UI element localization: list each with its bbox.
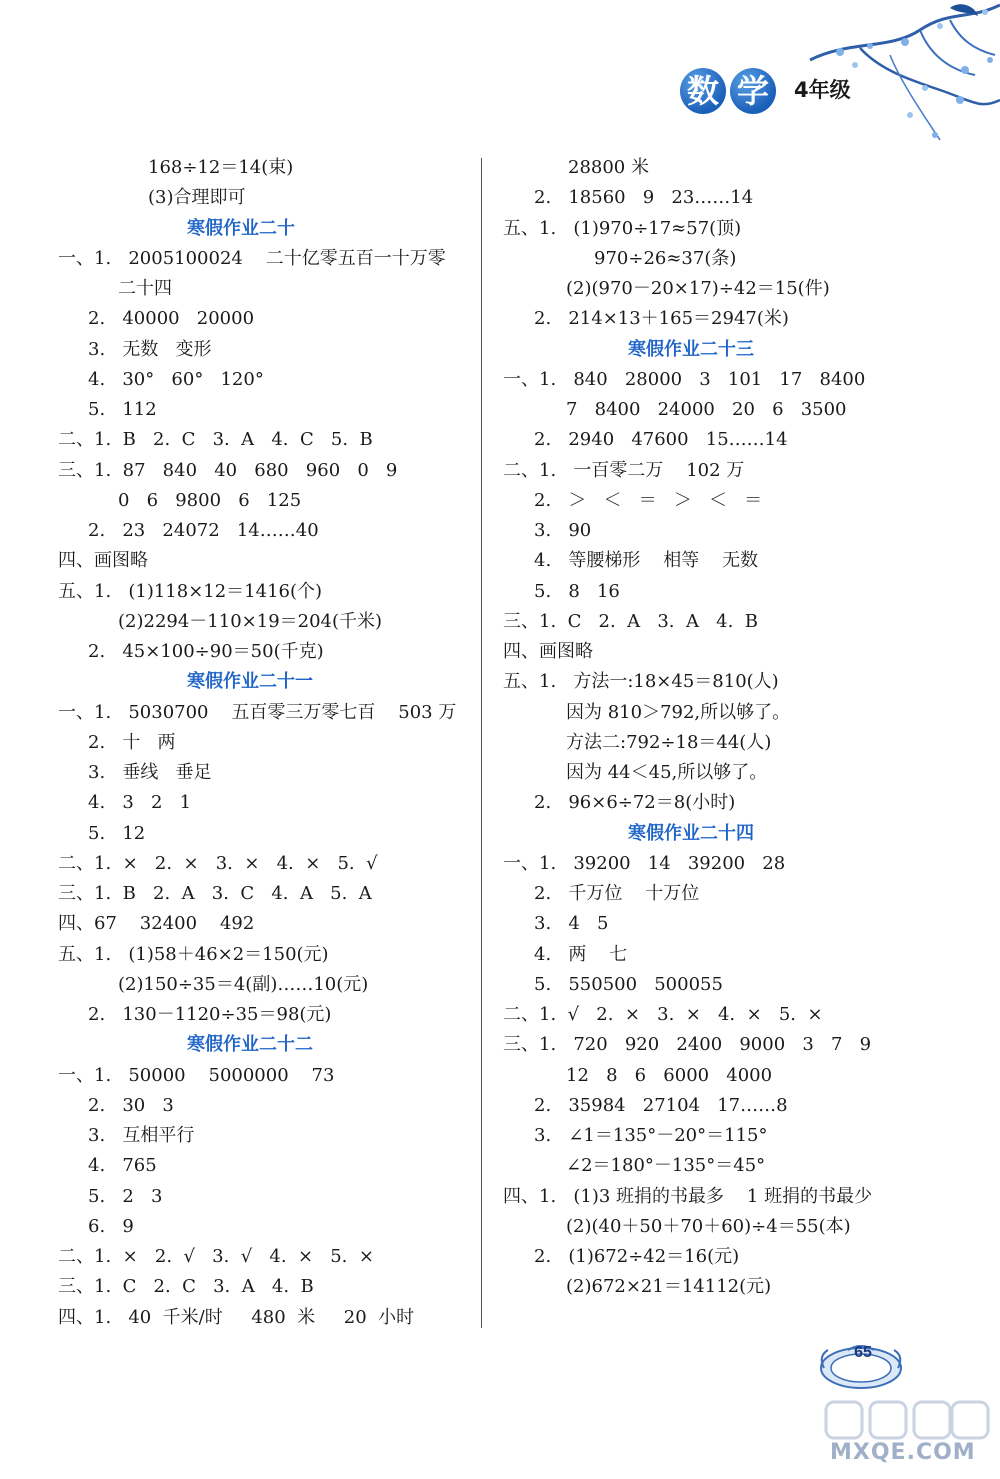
section-heading: 寒假作业二十三	[628, 338, 754, 360]
answer-line: (2)150÷35＝4(副)……10(元)	[118, 973, 369, 995]
answer-line: 3. 90	[534, 520, 592, 541]
answer-line: 4. 765	[88, 1155, 157, 1177]
subject-char-1: 数	[680, 68, 726, 114]
answer-line: 一、1. 50000 5000000 73	[58, 1064, 335, 1086]
answer-line: (2)672×21＝14112(元)	[566, 1276, 772, 1298]
answer-line: 四、画图略	[503, 641, 593, 662]
answer-line: 4. 3 2 1	[88, 792, 192, 814]
answer-line: 2. 96×6÷72＝8(小时)	[534, 792, 736, 814]
answer-line: 二、1. √ 2. × 3. × 4. × 5. ×	[503, 1004, 823, 1025]
answer-line: 5. 112	[88, 399, 157, 420]
answer-line: 2. 千万位 十万位	[534, 883, 700, 904]
answer-line: 四、画图略	[58, 550, 148, 572]
answer-line: 2. 30 3	[88, 1094, 174, 1116]
answer-line: 一、1. 39200 14 39200 28	[503, 852, 786, 874]
answer-line: 二、1. × 2. × 3. × 4. × 5. √	[58, 852, 378, 874]
answer-line: 4. 等腰梯形 相等 无数	[534, 550, 759, 572]
answer-line: 五、1. (1)58＋46×2＝150(元)	[58, 943, 329, 965]
grade-label: 4年级	[794, 78, 851, 102]
answer-line: 四、1. 40 千米/时 480 米 20 小时	[58, 1306, 415, 1328]
answer-line: 三、1. 87 840 40 680 960 0 9	[58, 459, 398, 481]
answer-line: 一、1. 5030700 五百零三万零七百 503 万	[58, 701, 457, 723]
answer-line: 12 8 6 6000 4000	[566, 1064, 773, 1086]
answer-line: 2. 十 两	[88, 731, 176, 753]
answer-line: 三、1. C 2. A 3. A 4. B	[503, 610, 758, 632]
answer-line: 2. 214×13＋165＝2947(米)	[534, 308, 789, 330]
answer-line: 四、1. (1)3 班捐的书最多 1 班捐的书最少	[503, 1185, 873, 1207]
page-header	[0, 0, 1000, 150]
answer-line: 2. (1)672÷42＝16(元)	[534, 1246, 740, 1267]
answer-line: 5. 12	[88, 822, 146, 844]
watermark-text: MXQE.COM	[830, 1440, 976, 1465]
answer-line: 3. 无数 变形	[88, 338, 212, 360]
answer-line: 2. 23 24072 14……40	[88, 520, 319, 541]
answer-line: 三、1. 720 920 2400 9000 3 7 9	[503, 1034, 872, 1056]
answer-line: 3. ∠1＝135°－20°＝115°	[534, 1125, 768, 1146]
answer-line: 2. ＞ ＜ ＝ ＞ ＜ ＝	[534, 489, 763, 511]
answer-line: (2)(970－20×17)÷42＝15(件)	[566, 278, 830, 299]
answer-line: 4. 30° 60° 120°	[88, 368, 264, 390]
answer-line: 5. 8 16	[534, 580, 620, 602]
answer-line: ∠2＝180°－135°＝45°	[566, 1155, 766, 1177]
answer-line: (2)(40＋50＋70＋60)÷4＝55(本)	[566, 1215, 851, 1237]
answer-line: 3. 垂线 垂足	[88, 762, 212, 783]
answer-line: 2. 40000 20000	[88, 308, 255, 330]
answer-line: 2. 18560 9 23……14	[534, 187, 754, 209]
column-divider	[481, 158, 482, 1328]
answer-line: 3. 4 5	[534, 913, 609, 935]
answer-line: 5. 2 3	[88, 1185, 163, 1207]
answer-line: 2. 45×100÷90＝50(千克)	[88, 641, 324, 662]
answer-line: 0 6 9800 6 125	[118, 489, 302, 511]
answer-line: 5. 550500 500055	[534, 973, 723, 995]
section-heading: 寒假作业二十二	[187, 1034, 313, 1056]
answer-line: 五、1. (1)118×12＝1416(个)	[58, 580, 323, 602]
answer-line: 因为 810＞792,所以够了。	[566, 701, 791, 723]
answer-line: 二、1. × 2. √ 3. √ 4. × 5. ×	[58, 1246, 374, 1267]
answer-line: 因为 44＜45,所以够了。	[566, 762, 768, 783]
answer-line: 方法二:792÷18＝44(人)	[566, 731, 772, 753]
answer-line: (2)2294－110×19＝204(千米)	[118, 610, 383, 632]
answer-line: 一、1. 2005100024 二十亿零五百一十万零	[58, 247, 446, 269]
answer-line: 3. 互相平行	[88, 1125, 195, 1146]
answer-line: 28800 米	[568, 157, 649, 178]
answer-line: 2. 130－1120÷35＝98(元)	[88, 1004, 332, 1025]
answer-line: 970÷26≈37(条)	[594, 247, 737, 269]
answer-line: 二、1. 一百零二万 102 万	[503, 459, 745, 481]
answer-line: 三、1. B 2. A 3. C 4. A 5. A	[58, 883, 372, 904]
answer-line: 2. 35984 27104 17……8	[534, 1094, 788, 1116]
answer-line: 7 8400 24000 20 6 3500	[566, 399, 847, 420]
answer-line: 二十四	[118, 278, 172, 299]
answer-line: 五、1. 方法一:18×45＝810(人)	[503, 671, 779, 693]
answer-line: 6. 9	[88, 1215, 134, 1237]
answer-line: 二、1. B 2. C 3. A 4. C 5. B	[58, 429, 373, 451]
answer-line: 三、1. C 2. C 3. A 4. B	[58, 1276, 314, 1298]
answer-line: 4. 两 七	[534, 943, 628, 965]
section-heading: 寒假作业二十一	[187, 671, 313, 693]
section-heading: 寒假作业二十四	[628, 822, 754, 844]
section-heading: 寒假作业二十	[187, 217, 295, 239]
answer-line: 2. 2940 47600 15……14	[534, 429, 788, 451]
answer-line: (3)合理即可	[148, 187, 246, 209]
answer-line: 一、1. 840 28000 3 101 17 8400	[503, 368, 866, 390]
page-number: 65	[854, 1344, 872, 1361]
answer-line: 168÷12＝14(束)	[148, 157, 294, 178]
subject-char-2: 学	[730, 68, 776, 114]
answer-line: 五、1. (1)970÷17≈57(顶)	[503, 217, 742, 239]
answer-line: 四、67 32400 492	[58, 913, 255, 935]
